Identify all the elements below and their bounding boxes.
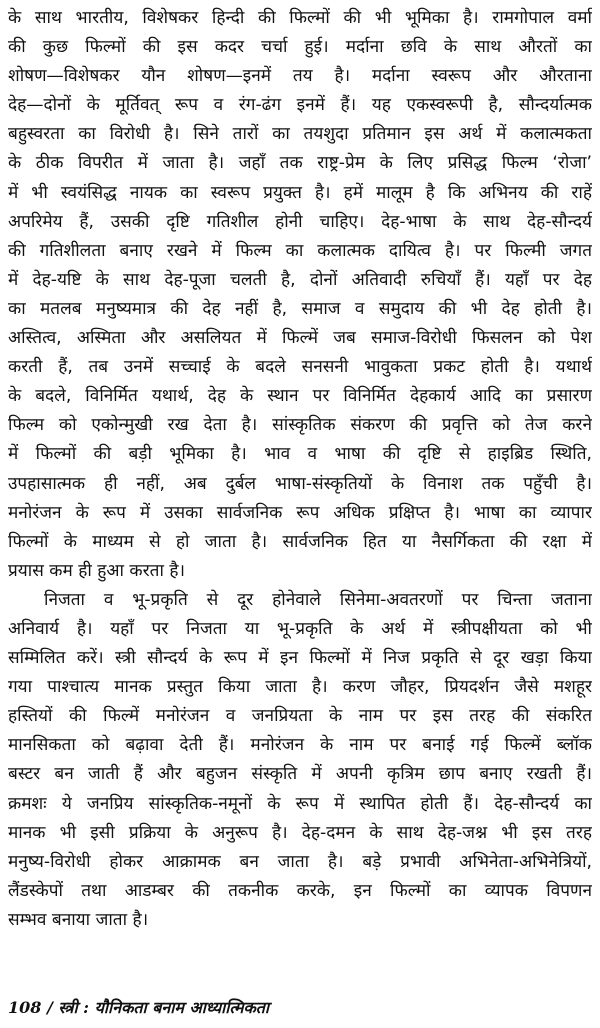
text-line: के साथ भारतीय, विशेषकर हिन्दी की फिल्मों की भी भूमिका है। रामगोपाल वर्मा — [8, 8, 592, 28]
text-line: क्रमशः ये जनप्रिय सांस्कृतिक-नमूनों के रूप में स्थापित होती हैं। देह-सौन्दर्य का — [8, 793, 592, 814]
footer-separator: / — [41, 998, 59, 1017]
text-line: के ठीक विपरीत में जाता है। जहाँ तक राष्ट्र-प्रेम के लिए प्रसिद्ध फिल्म ‘रोजा’ — [8, 153, 592, 174]
text-line: मानक भी इसी प्रक्रिया के अनुरूप है। देह-दमन के साथ देह-जश्न भी इस तरह — [8, 822, 592, 843]
text-line: गया पाश्चात्य मानक प्रस्तुत किया जाता है। करण जौहर, प्रियदर्शन जैसे मशहूर — [8, 677, 592, 698]
text-line: मानसिकता को बढ़ावा देती हैं। मनोरंजन के नाम पर बनाई गई फिल्में ब्लॉक — [8, 735, 592, 756]
text-line: बहुस्वरता का विरोधी है। सिने तारों का तयशुदा प्रतिमान इस अर्थ में कलात्मकता — [8, 124, 592, 145]
page-footer — [8, 996, 592, 1020]
text-line: की गतिशीलता बनाए रखने में फिल्म का कलात्मक दायित्व है। पर फिल्मी जगत — [8, 240, 592, 261]
text-line: करती हैं, तब उनमें सच्चाई के बदले सनसनी भावुकता प्रकट होती है। यथार्थ — [8, 357, 592, 378]
text-line: बस्टर बन जाती हैं और बहुजन संस्कृति में अपनी कृत्रिम छाप बनाए रखती हैं। — [8, 764, 592, 785]
text-line: देह—दोनों के मूर्तिवत् रूप व रंग-ढंग इनमें हैं। यह एकस्वरूपी है, सौन्दर्यात्मक — [8, 95, 592, 116]
text-line: अपरिमेय हैं, उसकी दृष्टि गतिशील होनी चाहिए। देह-भाषा के साथ देह-सौन्दर्य — [8, 211, 592, 232]
text-line: मनोरंजन के रूप में उसका सार्वजनिक रूप अधिक प्रक्षिप्त है। भाषा का व्यापार — [8, 502, 592, 523]
text-line: की कुछ फिल्मों की इस कदर चर्चा हुई। मर्दाना छवि के साथ औरतों का — [8, 37, 592, 58]
paragraph-first-line: निजता व भू-प्रकृति से दूर होनेवाले सिनेमा-अवतरणों पर चिन्ता जताना — [44, 589, 592, 610]
text-line: का मतलब मनुष्यमात्र की देह नहीं है, समाज व समुदाय की भी देह होती है। — [8, 298, 592, 319]
text-line: में फिल्मों की बड़ी भूमिका है। भाव व भाषा की दृष्टि से हाइब्रिड स्थिति, — [8, 444, 592, 465]
text-line: के बदले, विनिर्मित यथार्थ, देह के स्थान पर विनिर्मित देहकार्य आदि का प्रसारण — [8, 386, 592, 407]
body-text — [8, 4, 592, 935]
text-line: में भी स्वयंसिद्ध नायक का स्वरूप प्रयुक्त है। हमें मालूम है कि अभिनय की राहें — [8, 182, 592, 203]
text-line: उपहासात्मक ही नहीं, अब दुर्बल भाषा-संस्कृतियों के विनाश तक पहुँची है। — [8, 473, 592, 494]
text-line: शोषण—विशेषकर यौन शोषण—इनमें तय है। मर्दाना स्वरूप और औरताना — [8, 66, 592, 87]
running-book-title: स्त्री : यौनिकता बनाम आध्यात्मिकता — [58, 998, 270, 1017]
paragraph-last-line: प्रयास कम ही हुआ करता है। — [8, 560, 186, 581]
paragraph-last-line: सम्भव बनाया जाता है। — [8, 909, 149, 930]
text-line: लैंडस्केपों तथा आडम्बर की तकनीक करके, इन फिल्मों का व्यापक विपणन — [8, 880, 592, 901]
text-line: फिल्मों के माध्यम से हो जाता है। सार्वजनिक हित या नैसर्गिकता की रक्षा में — [8, 531, 592, 552]
text-line: में देह-यष्टि के साथ देह-पूजा चलती है, दोनों अतिवादी रुचियाँ हैं। यहाँ पर देह — [8, 269, 592, 290]
text-line: अनिवार्य है। यहाँ पर निजता या भू-प्रकृति के अर्थ में स्त्रीपक्षीयता को भी — [8, 618, 592, 639]
text-line: सम्मिलित करें। स्त्री सौन्दर्य के रूप में इन फिल्मों में निज प्रकृति से दूर खड़ा किया — [8, 648, 592, 669]
text-line: हस्तियों की फिल्में मनोरंजन व जनप्रियता के नाम पर इस तरह की संकरित — [8, 706, 592, 727]
text-line: मनुष्य-विरोधी होकर आक्रामक बन जाता है। बड़े प्रभावी अभिनेता-अभिनेत्रियों, — [8, 851, 592, 872]
page-number: 108 — [8, 998, 42, 1017]
text-line: फिल्म को एकोन्मुखी रख देता है। सांस्कृतिक संकरण की प्रवृत्ति को तेज करने — [8, 415, 592, 436]
text-line: अस्तित्व, अस्मिता और असलियत में फिल्में जब समाज-विरोधी फिसलन को पेश — [8, 328, 592, 349]
